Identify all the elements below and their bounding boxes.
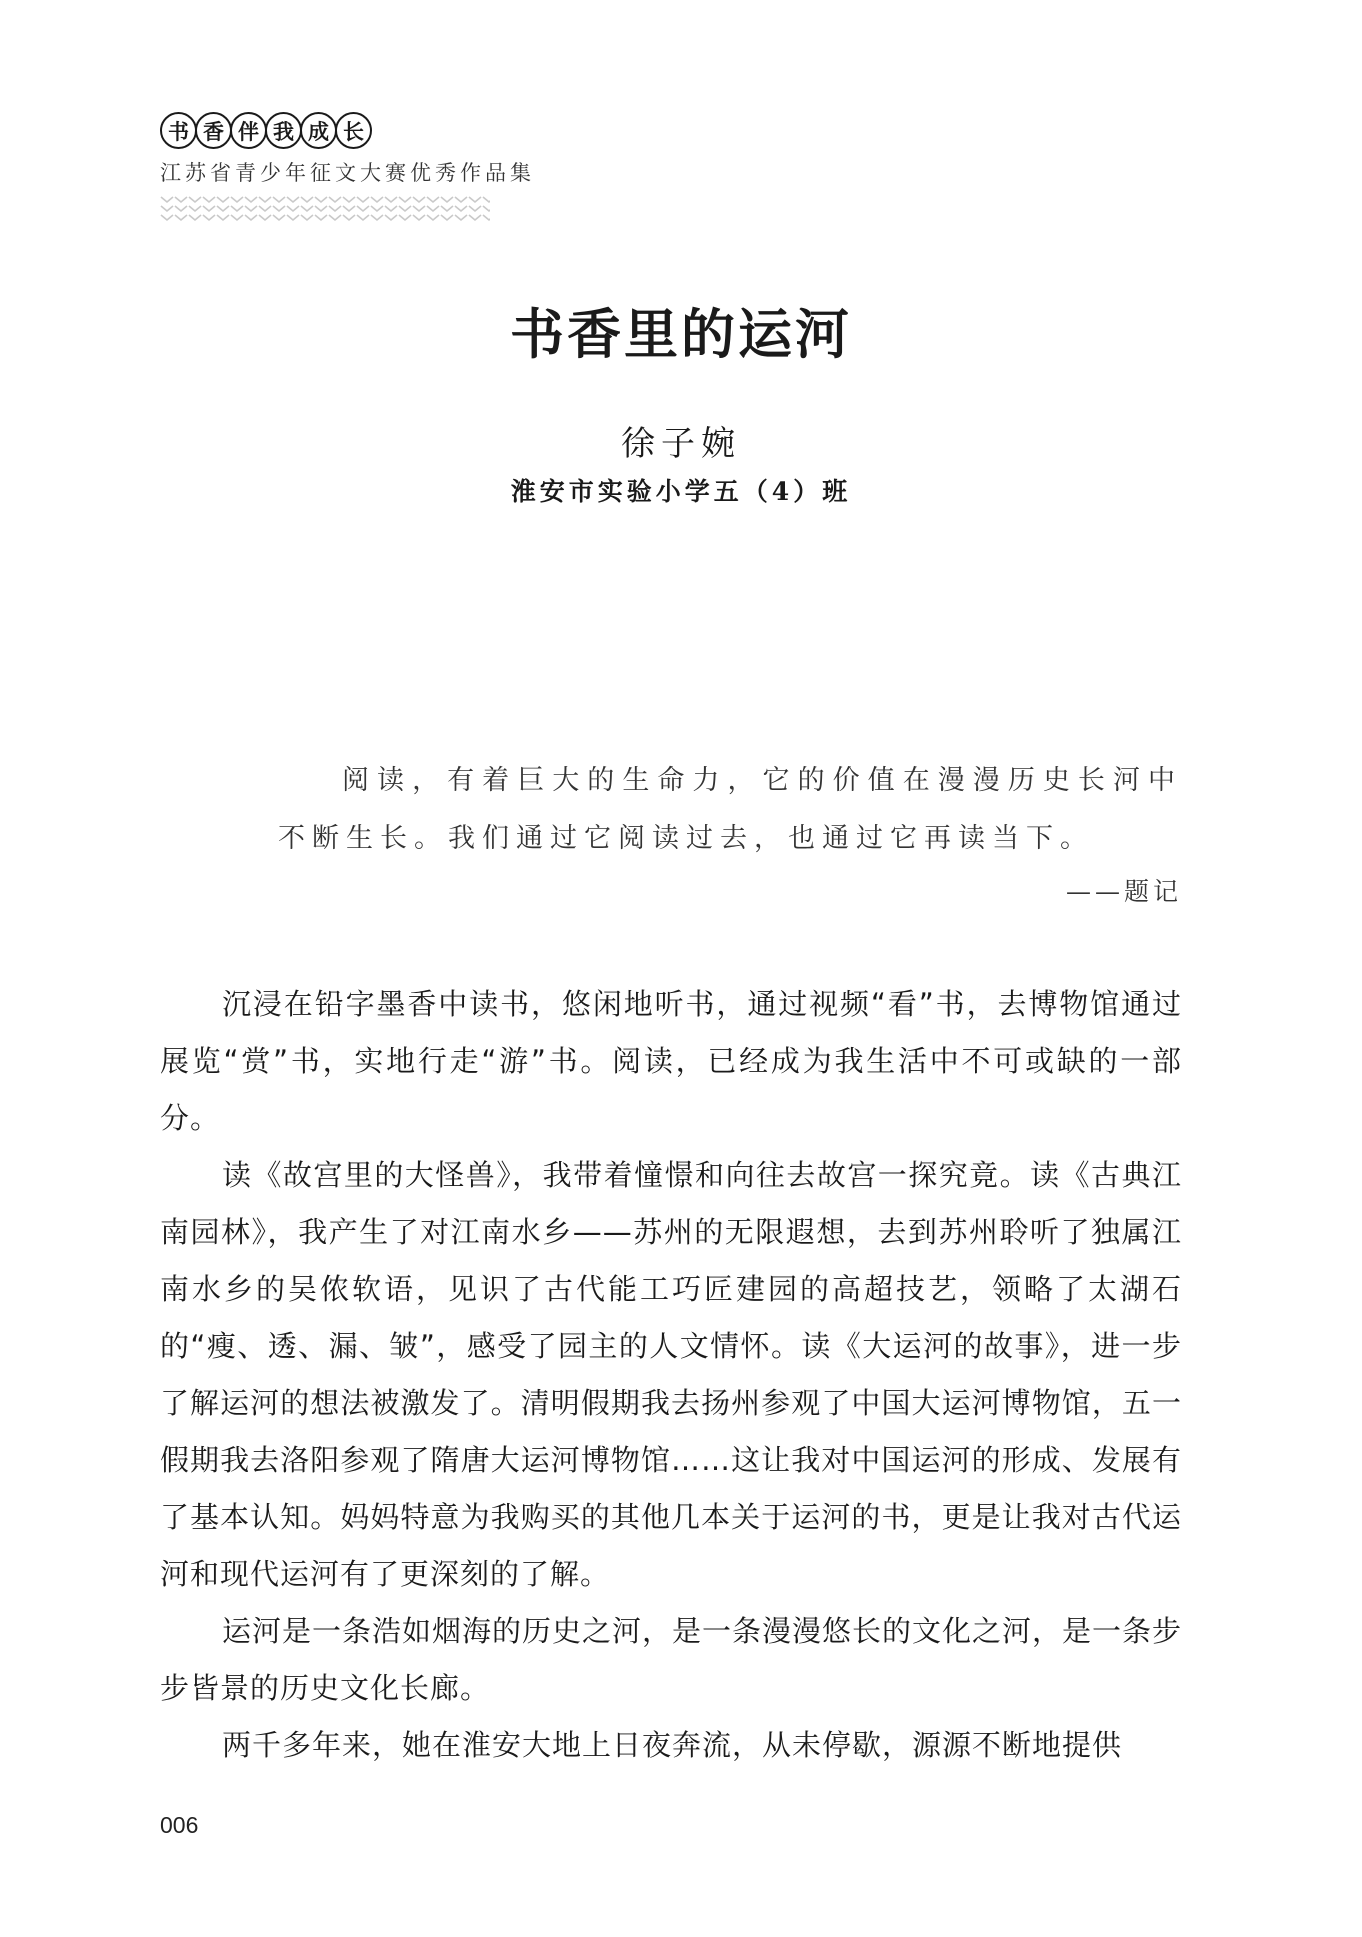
logo-char: 伴 xyxy=(230,112,267,149)
logo-char: 我 xyxy=(265,112,302,149)
paragraph: 运河是一条浩如烟海的历史之河，是一条漫漫悠长的文化之河，是一条步步皆景的历史文化长廊。 xyxy=(160,1614,1183,1705)
page-number: 006 xyxy=(160,1812,199,1838)
article-body xyxy=(160,976,1182,1774)
article-title: 书香里的运河 xyxy=(510,303,852,366)
epigraph-sign: ——题记 xyxy=(1065,877,1182,906)
paragraph: 两千多年来，她在淮安大地上日夜奔流，从未停歇，源源不断地提供 xyxy=(222,1728,1123,1762)
series-logo xyxy=(160,112,535,149)
paragraph: 沉浸在铅字墨香中读书，悠闲地听书，通过视频“看”书，去博物馆通过展览“赏”书，实地行走“游”书。阅读，已经成为我生活中不可或缺的一部分。 xyxy=(160,987,1182,1135)
logo-char: 长 xyxy=(335,112,372,149)
author-school: 淮安市实验小学五（4）班 xyxy=(510,477,852,506)
logo-char: 书 xyxy=(160,112,197,149)
book-subtitle: 江苏省青少年征文大赛优秀作品集 xyxy=(160,161,535,185)
epigraph: 阅读，有着巨大的生命力，它的价值在漫漫历史长河中不断生长。我们通过它阅读过去，也通过它再读当下。 xyxy=(278,765,1182,854)
logo-char: 成 xyxy=(300,112,337,149)
paragraph: 读《故宫里的大怪兽》，我带着憧憬和向往去故宫一探究竟。读《古典江南园林》，我产生了对江南水乡——苏州的无限遐想，去到苏州聆听了独属江南水乡的吴侬软语，见识了古代能工巧匠建园的高超技艺，领略了太湖石的“瘦、透、漏、皱”，感受了园主的人文情怀。读《大运河的故事》，进一步了解运河的想法被激发了。清明假期我去扬州参观了中国大运河博物馆，五一假期我去洛阳参观了隋唐大运河博物馆……这让我对中国运河的形成、发展有了基本认知。妈妈特意为我购买的其他几本关于运河的书，更是让我对古代运河和现代运河有了更深刻的了解。 xyxy=(160,1158,1182,1591)
book-header xyxy=(160,112,535,227)
decorative-chevron-band xyxy=(160,195,490,223)
logo-char: 香 xyxy=(195,112,232,149)
author-name: 徐子婉 xyxy=(621,424,741,464)
